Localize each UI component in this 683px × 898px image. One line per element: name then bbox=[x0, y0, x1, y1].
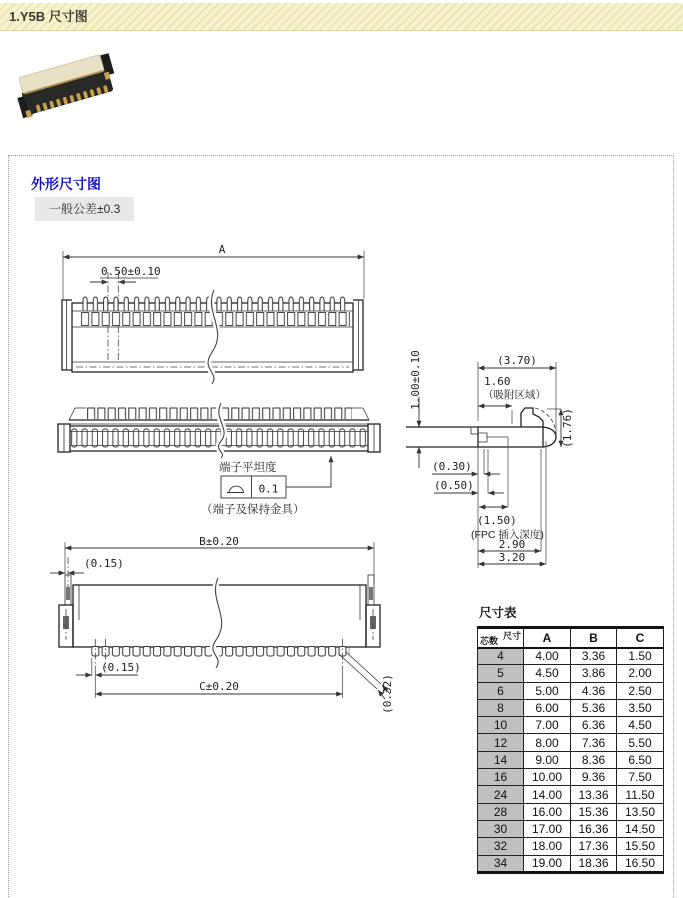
cell-c: 2.00 bbox=[617, 665, 664, 682]
cell-pins: 24 bbox=[478, 786, 524, 803]
cell-c: 1.50 bbox=[617, 648, 664, 665]
cell-c: 4.50 bbox=[617, 717, 664, 734]
dim-overall-depth-label: (3.70) bbox=[497, 354, 537, 367]
section-header-bar bbox=[0, 3, 683, 31]
cell-a: 10.00 bbox=[524, 769, 571, 786]
cell-b: 17.36 bbox=[571, 838, 617, 855]
cell-c: 2.50 bbox=[617, 682, 664, 699]
dim-pad-width-label: (0.32) bbox=[381, 674, 394, 714]
size-table-title: 尺寸表 bbox=[479, 606, 517, 620]
cell-b: 13.36 bbox=[571, 786, 617, 803]
cell-a: 16.00 bbox=[524, 803, 571, 820]
cell-pins: 32 bbox=[478, 838, 524, 855]
cell-pins: 34 bbox=[478, 855, 524, 872]
corner-label-pins: 芯数 bbox=[480, 635, 499, 646]
cell-b: 18.36 bbox=[571, 855, 617, 872]
cell-pins: 14 bbox=[478, 751, 524, 768]
cell-b: 9.36 bbox=[571, 769, 617, 786]
cell-a: 4.50 bbox=[524, 665, 571, 682]
tolerance-note: 一般公差±0.3 bbox=[35, 197, 134, 221]
cell-c: 13.50 bbox=[617, 803, 664, 820]
cell-c: 11.50 bbox=[617, 786, 664, 803]
cell-a: 19.00 bbox=[524, 855, 571, 872]
column-header-c: C bbox=[617, 628, 664, 648]
size-table bbox=[477, 626, 664, 874]
dim-insert-depth-label: (1.50) bbox=[477, 514, 517, 527]
dim-offset-top-label: (0.15) bbox=[84, 557, 124, 570]
cell-c: 6.50 bbox=[617, 751, 664, 768]
corner-label-size: 尺寸 bbox=[502, 631, 521, 641]
cell-pins: 6 bbox=[478, 682, 524, 699]
cell-pins: 10 bbox=[478, 717, 524, 734]
cell-b: 5.36 bbox=[571, 699, 617, 716]
table-row bbox=[478, 820, 664, 837]
cell-pins: 16 bbox=[478, 769, 524, 786]
table-row bbox=[478, 769, 664, 786]
cell-b: 6.36 bbox=[571, 717, 617, 734]
cell-c: 16.50 bbox=[617, 855, 664, 872]
cell-c: 3.50 bbox=[617, 699, 664, 716]
table-row bbox=[478, 751, 664, 768]
table-row bbox=[478, 855, 664, 872]
table-row bbox=[478, 665, 664, 682]
cell-a: 5.00 bbox=[524, 682, 571, 699]
cell-pins: 30 bbox=[478, 820, 524, 837]
column-header-b: B bbox=[571, 628, 617, 648]
column-header-a: A bbox=[524, 628, 571, 648]
cell-pins: 8 bbox=[478, 699, 524, 716]
table-row bbox=[478, 717, 664, 734]
cell-b: 3.36 bbox=[571, 648, 617, 665]
cell-a: 9.00 bbox=[524, 751, 571, 768]
cell-b: 4.36 bbox=[571, 682, 617, 699]
cell-c: 5.50 bbox=[617, 734, 664, 751]
cell-a: 17.00 bbox=[524, 820, 571, 837]
cell-pins: 5 bbox=[478, 665, 524, 682]
cell-b: 15.36 bbox=[571, 803, 617, 820]
dim-lip-label: (0.30) bbox=[432, 460, 472, 473]
table-row bbox=[478, 682, 664, 699]
cell-c: 15.50 bbox=[617, 838, 664, 855]
suction-area-note: （吸附区域） bbox=[483, 389, 546, 401]
cell-b: 7.36 bbox=[571, 734, 617, 751]
cell-a: 4.00 bbox=[524, 648, 571, 665]
flatness-value: 0.1 bbox=[258, 482, 279, 496]
dim-290-label: 2.90 bbox=[498, 538, 526, 551]
table-row bbox=[478, 786, 664, 803]
cell-c: 14.50 bbox=[617, 820, 664, 837]
dim-suction-width-label: 1.60 bbox=[484, 375, 511, 388]
dim-height-label: 1.00±0.10 bbox=[409, 350, 422, 410]
cell-b: 16.36 bbox=[571, 820, 617, 837]
cell-a: 14.00 bbox=[524, 786, 571, 803]
table-row bbox=[478, 699, 664, 716]
cell-b: 3.86 bbox=[571, 665, 617, 682]
table-row bbox=[478, 734, 664, 751]
dim-open-height-label: (1.76) bbox=[561, 408, 574, 448]
table-row bbox=[478, 648, 664, 665]
cell-pins: 28 bbox=[478, 803, 524, 820]
flatness-title: 端子平坦度 bbox=[219, 462, 277, 474]
cell-a: 7.00 bbox=[524, 717, 571, 734]
section-header-title: 1.Y5B 尺寸图 bbox=[9, 9, 88, 24]
connector-photo-shape bbox=[14, 52, 120, 119]
dim-offset-bottom-label: (0.15) bbox=[101, 661, 141, 674]
dim-320-label: 3.20 bbox=[498, 551, 526, 564]
dim-c-label: C±0.20 bbox=[199, 680, 239, 693]
size-table-header-row bbox=[478, 628, 664, 648]
dim-b-label: B±0.20 bbox=[199, 535, 239, 548]
cell-b: 8.36 bbox=[571, 751, 617, 768]
cell-c: 7.50 bbox=[617, 769, 664, 786]
cell-pins: 12 bbox=[478, 734, 524, 751]
dim-pitch-label: 0.50±0.10 bbox=[101, 265, 161, 278]
dim-step-label: (0.50) bbox=[434, 479, 474, 492]
cell-pins: 4 bbox=[478, 648, 524, 665]
insert-depth-note: (FPC 插入深度) bbox=[471, 529, 544, 541]
table-row bbox=[478, 803, 664, 820]
product-photo bbox=[14, 50, 132, 146]
cell-a: 8.00 bbox=[524, 734, 571, 751]
table-row bbox=[478, 838, 664, 855]
table-corner-cell bbox=[478, 628, 524, 648]
cell-a: 6.00 bbox=[524, 699, 571, 716]
panel-title: 外形尺寸图 bbox=[31, 176, 101, 192]
dim-a-label: A bbox=[218, 243, 226, 256]
cell-a: 18.00 bbox=[524, 838, 571, 855]
size-table-body bbox=[478, 648, 664, 873]
flatness-scope-note: （端子及保持金具） bbox=[201, 504, 305, 516]
